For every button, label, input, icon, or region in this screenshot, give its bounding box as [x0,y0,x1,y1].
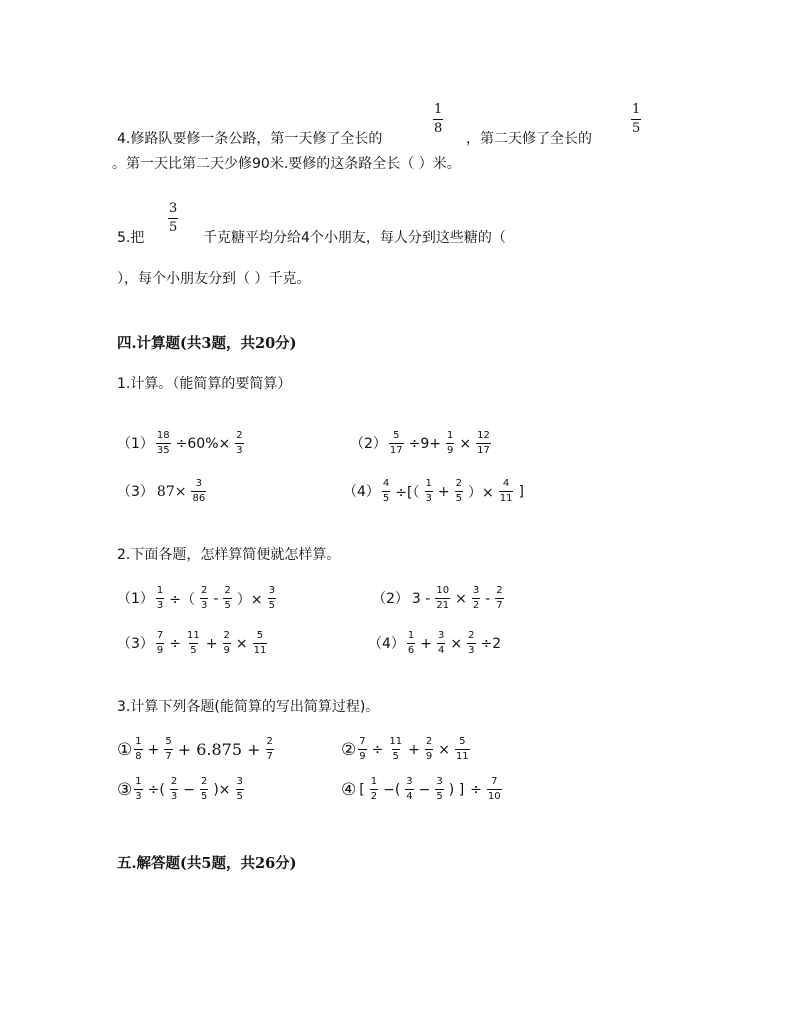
fraction [476,430,491,457]
numerator: 2 [201,585,208,596]
operator: - [213,590,219,607]
q5-fraction-denominator: 5 [169,220,178,235]
numerator: 2 [236,430,243,441]
numerator: 3 [195,478,203,489]
denominator: 5 [436,791,443,802]
denominator: 2 [370,791,378,802]
numerator: 18 [156,430,170,441]
numerator: 3 [236,776,243,787]
operator: 3 - [411,590,431,607]
p3-title: 3.计算下列各题(能简算的写出简算过程)。 [117,699,380,715]
operator: - [485,590,491,607]
operator: × [459,435,472,452]
p1-expr-4-label: （4） [343,483,380,500]
fraction [437,630,445,657]
denominator: 5 [236,791,243,802]
q5-lead: 5.把 [117,230,145,246]
p1-expr-3-label: （3） [117,483,154,500]
q4-line-1a: 4.修路队要修一条公路，第一天修了全长的 [117,131,383,147]
denominator: 3 [201,600,208,611]
numerator: 7 [359,736,366,747]
operator: ÷9+ [408,435,442,452]
denominator: 5 [224,600,231,611]
denominator: 3 [236,445,243,456]
fraction [235,430,243,457]
q4-line-1b: ，第二天修了全长的 [466,131,592,147]
operator: + 6.875 + [177,740,261,759]
denominator: 10 [487,791,501,802]
fraction [156,630,164,657]
operator: + [147,741,160,758]
p3-expr-2 [341,736,472,763]
denominator: 3 [170,791,178,802]
numerator: 2 [170,776,178,787]
fraction [134,776,142,803]
fraction [268,585,276,612]
fraction [472,585,480,612]
denominator: 11 [455,751,469,762]
denominator: 21 [436,600,450,611]
p2-expr-2-label: （2） [372,590,409,607]
numerator: 2 [200,776,208,787]
numerator: 1 [156,585,164,596]
numerator: 5 [393,430,400,441]
p2-expr-4 [368,630,504,657]
denominator: 17 [477,445,490,456]
numerator: 11 [187,630,200,641]
fraction [236,776,244,803]
operator: − [418,781,431,798]
numerator: 1 [370,776,378,787]
operator: + [437,483,450,500]
q5-fraction-numerator: 3 [169,201,178,216]
p1-expr-2-label: （2） [350,435,387,452]
numerator: 10 [436,585,450,596]
p1-expr-2 [350,430,493,457]
numerator: 3 [472,585,480,596]
fraction [487,776,502,803]
operator: 87× [156,483,187,500]
numerator: 11 [389,736,403,747]
denominator: 9 [447,445,454,456]
denominator: 3 [425,493,432,504]
operator: ÷60%× [175,435,231,452]
denominator: 3 [135,791,142,802]
fraction [191,478,206,505]
numerator: 5 [459,736,466,747]
numerator: 1 [135,776,142,787]
numerator: 4 [502,478,510,489]
section-4-title: 四.计算题(共3题，共20分) [117,335,297,352]
numerator: 2 [266,736,273,747]
p1-expr-3 [117,478,208,505]
operator: ] [518,483,524,500]
numerator: 5 [165,736,172,747]
q4-fraction-2-numerator: 1 [632,102,641,117]
fraction [200,776,208,803]
numerator: 3 [268,585,275,596]
operator: + [408,741,420,758]
operator: ÷ [371,741,384,758]
p3-expr-3 [117,776,246,803]
fraction [223,585,231,612]
denominator: 5 [200,791,208,802]
fraction [388,736,403,763]
denominator: 7 [266,751,273,762]
numerator: 2 [455,478,462,489]
operator: )× [213,781,231,798]
fraction [435,585,450,612]
denominator: 6 [407,645,415,656]
numerator: 1 [407,630,415,641]
fraction [134,736,142,763]
q4-fraction-1-numerator: 1 [434,102,443,117]
q4-fraction-1 [433,102,443,137]
operator: −( [383,781,401,798]
p2-expr-1 [117,585,278,612]
q5-line-1: 千克糖平均分给4个小朋友，每人分到这些糖的（ [203,230,506,246]
p3-expr-2-label: ② [341,739,357,760]
fraction [425,736,433,763]
operator: ÷ [169,635,182,652]
fraction [446,430,454,457]
fraction [495,585,503,612]
numerator: 12 [477,430,490,441]
denominator: 2 [472,600,480,611]
p2-title: 2.下面各题，怎样算简便就怎样算。 [117,547,341,563]
q4-line-2: 。第一天比第二天少修90米.要修的这条路全长（ ）米。 [112,156,461,172]
denominator: 4 [438,645,445,656]
p1-title: 1.计算。（能简算的要简算） [117,376,292,392]
numerator: 2 [223,630,230,641]
operator: ) ] [448,781,465,798]
q4-fraction-1-denominator: 8 [434,121,443,136]
fraction [405,776,413,803]
numerator: 3 [438,630,445,641]
numerator: 2 [468,630,475,641]
q4-fraction-2 [631,102,641,137]
denominator: 4 [406,791,413,802]
operator: × [438,741,450,758]
fraction [223,630,231,657]
p3-expr-1-label: ① [117,739,133,760]
fraction [253,630,268,657]
p2-expr-4-label: （4） [368,635,405,652]
fraction [499,478,514,505]
denominator: 5 [382,493,390,504]
fraction [164,736,172,763]
numerator: 3 [436,776,443,787]
numerator: 1 [135,736,142,747]
denominator: 9 [359,751,366,762]
operator: ÷2 [480,635,502,652]
denominator: 3 [468,645,475,656]
numerator: 3 [406,776,413,787]
operator: ÷( [147,781,165,798]
numerator: 1 [425,478,432,489]
q4-fraction-2-denominator: 5 [632,121,641,136]
operator: × [455,590,467,607]
fraction [467,630,475,657]
fraction [435,776,443,803]
fraction [370,776,378,803]
denominator: 9 [223,645,230,656]
numerator: 7 [156,630,164,641]
p3-expr-1 [117,736,276,763]
denominator: 17 [389,445,403,456]
p2-expr-2 [372,585,506,612]
operator: ÷（ [169,591,196,608]
p1-expr-4 [343,478,527,505]
p2-expr-1-label: （1） [117,590,154,607]
fraction [156,585,164,612]
fraction [200,585,208,612]
fraction [407,630,415,657]
fraction [156,430,171,457]
numerator: 5 [256,630,264,641]
operator: ）× [467,484,494,501]
p2-expr-3 [117,630,269,657]
numerator: 7 [491,776,498,787]
q5-fraction [168,201,178,236]
fraction [358,736,366,763]
numerator: 1 [447,430,454,441]
fraction [170,776,178,803]
operator: − [183,781,195,798]
denominator: 11 [499,493,513,504]
p3-expr-4 [341,776,504,803]
denominator: 5 [190,645,197,656]
numerator: 2 [224,585,231,596]
fraction [266,736,274,763]
denominator: 7 [165,751,172,762]
numerator: 2 [496,585,503,596]
fraction [186,630,201,657]
denominator: 9 [156,645,164,656]
denominator: 86 [192,493,206,504]
fraction [455,736,470,763]
operator: [ [359,781,365,798]
denominator: 5 [455,493,462,504]
denominator: 5 [268,600,275,611]
denominator: 7 [496,600,503,611]
fraction [382,478,390,505]
fraction [455,478,463,505]
denominator: 3 [156,600,164,611]
denominator: 8 [135,751,142,762]
p3-expr-3-label: ③ [117,779,133,800]
p3-expr-4-label: ④ [341,779,357,800]
operator: × [235,635,248,652]
p1-expr-1-label: （1） [117,435,154,452]
denominator: 35 [156,445,170,456]
operator: + [420,635,433,652]
denominator: 9 [425,751,433,762]
numerator: 4 [382,478,390,489]
operator: + [205,635,218,652]
operator: ÷ [470,781,482,798]
section-5-title: 五.解答题(共5题，共26分) [117,855,297,872]
fraction [425,478,433,505]
operator: ÷[（ [395,484,420,501]
p1-expr-1 [117,430,246,457]
q5-line-2: ），每个小朋友分到（ ）千克。 [117,271,311,287]
denominator: 11 [253,645,267,656]
p2-expr-3-label: （3） [117,635,154,652]
denominator: 5 [392,751,399,762]
operator: ）× [236,591,263,608]
numerator: 2 [425,736,433,747]
operator: × [450,635,463,652]
fraction [389,430,404,457]
